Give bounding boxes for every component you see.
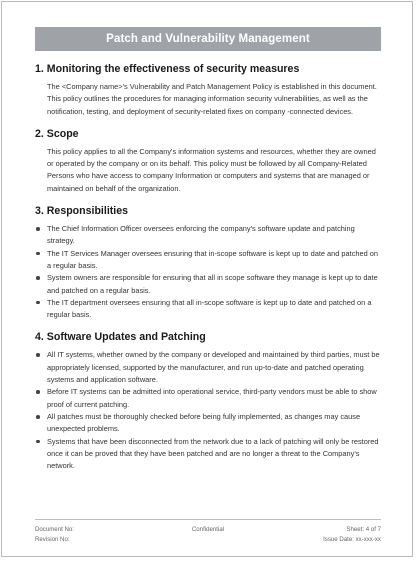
- classification-label: Confidential: [191, 526, 225, 533]
- section-heading: 3. Responsibilities: [35, 205, 129, 218]
- document-page: [1, 1, 413, 557]
- section-heading: 2. Scope: [35, 127, 79, 140]
- bullet-list: [35, 223, 383, 321]
- document-title: Patch and Vulnerability Management: [106, 33, 310, 45]
- section-scope: [35, 127, 383, 195]
- section-monitoring: [35, 62, 383, 118]
- title-banner: [35, 27, 381, 51]
- section-heading: 4. Software Updates and Patching: [35, 331, 206, 344]
- list-item: Systems that have been disconnected from the network due to a lack of patching will only be restored once it can be proved that they have been patched and are no longer a threat to the Company's network.: [35, 436, 383, 473]
- list-item: System owners are responsible for ensuring that all in scope software they manage is kept up to date and patched on a regular basis.: [35, 272, 383, 297]
- section-heading: 1. Monitoring the effectiveness of security measures: [35, 63, 300, 75]
- page-footer: [35, 519, 381, 545]
- document-body: [35, 62, 383, 481]
- bullet-list: [35, 349, 383, 472]
- section-paragraph: This policy applies to all the Company's information systems and resources, whether they are owned or operated by the company or on its behalf. This policy must be followed by all Company-Related Persons who have access to company Information or computers and systems that are managed or maintained on behalf of the organization.: [47, 146, 376, 193]
- revision-number: Revision No:: [35, 536, 70, 543]
- issue-date: Issue Date: xx-xxx-xx: [323, 536, 381, 543]
- document-number: Document No:: [35, 526, 74, 533]
- list-item: All IT systems, whether owned by the company or developed and maintained by third parties, must be appropriately licensed, supported by the manufacturer, and run up-to-date and patched operating systems and application software.: [35, 349, 383, 386]
- list-item: All patches must be thoroughly checked before being fully implemented, as changes may cause unexpected problems.: [35, 411, 383, 436]
- list-item: Before IT systems can be admitted into operational service, third-party vendors must be able to show proof of current patching.: [35, 386, 383, 411]
- list-item: The IT department oversees ensuring that all in-scope software is kept up to date and patched on a regular basis.: [35, 297, 383, 322]
- section-software-updates: [35, 330, 383, 472]
- section-responsibilities: [35, 204, 383, 321]
- sheet-number: Sheet: 4 of 7: [346, 526, 381, 533]
- section-paragraph: The <Company name>'s Vulnerability and Patch Management Policy is established in this document. This policy outlines the procedures for managing information security vulnerabilities, as well as the notification, testing, and deployment of security-related fixes on company -connected devices.: [47, 82, 377, 116]
- list-item: The Chief Information Officer oversees enforcing the company's software update and patching strategy.: [35, 223, 383, 248]
- list-item: The IT Services Manager oversees ensuring that in-scope software is kept up to date and patched on a regular basis.: [35, 248, 383, 273]
